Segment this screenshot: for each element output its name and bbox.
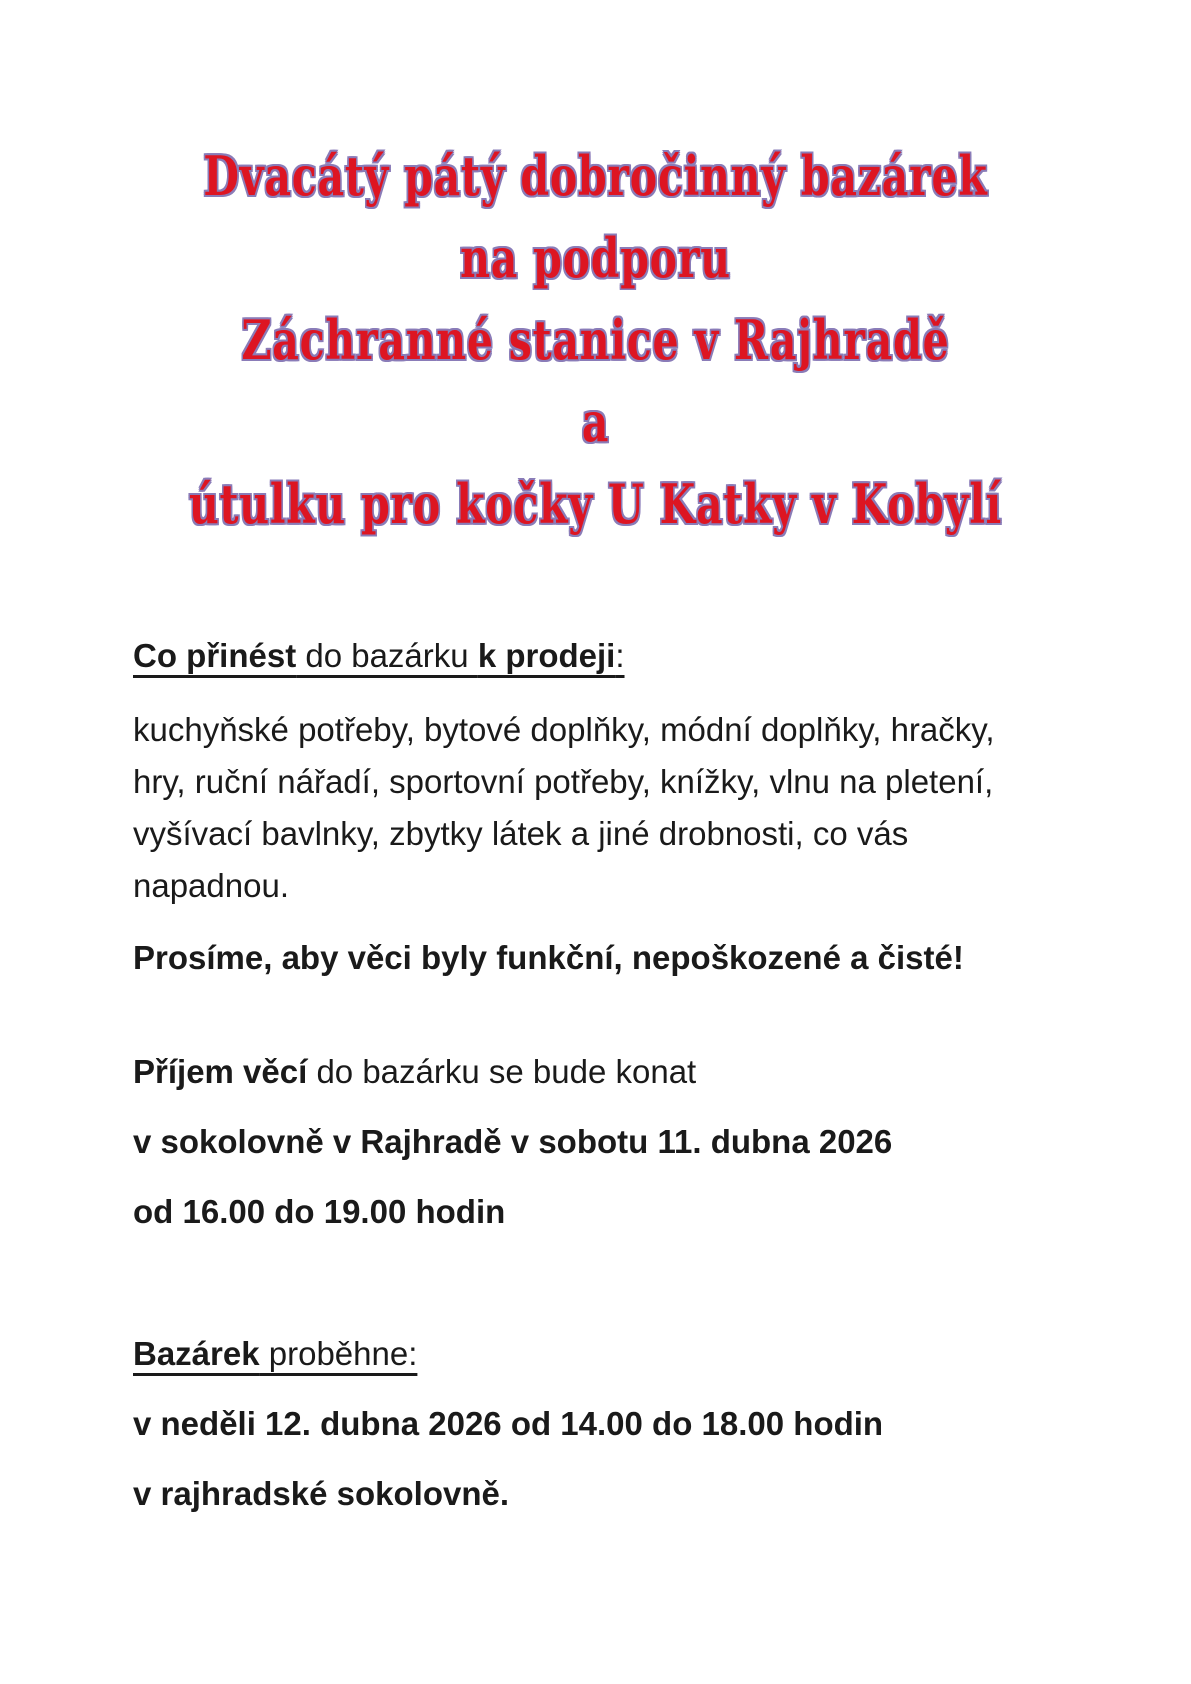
bring-heading-bold-2: k prodeji bbox=[477, 637, 616, 674]
bring-heading-regular: do bazárku bbox=[296, 637, 478, 674]
intake-lead bbox=[133, 1046, 1051, 1098]
event-heading-bold: Bazárek bbox=[133, 1335, 260, 1372]
intake-time: od 16.00 do 19.00 hodin bbox=[133, 1193, 506, 1230]
event-heading-regular: proběhne: bbox=[259, 1335, 418, 1372]
poster-title bbox=[0, 0, 1191, 545]
intake-venue-date: v sokolovně v Rajhradě v sobotu 11. dubna 2026 bbox=[133, 1123, 893, 1160]
title-line-3: Záchranné stanice v Rajhradě bbox=[241, 308, 950, 372]
items-line-3: vyšívací bavlnky, zbytky látek a jiné drobnosti, co vás bbox=[133, 815, 909, 852]
event-heading bbox=[133, 1328, 1051, 1380]
items-line-2: hry, ruční nářadí, sportovní potřeby, knížky, vlnu na pletení, bbox=[133, 763, 994, 800]
items-line-1: kuchyňské potřeby, bytové doplňky, módní doplňky, hračky, bbox=[133, 711, 995, 748]
title-line-4: a bbox=[581, 390, 610, 454]
items-paragraph bbox=[133, 704, 1051, 912]
document-body bbox=[0, 630, 1191, 1520]
quality-note: Prosíme, aby věci byly funkční, nepoškozené a čisté! bbox=[133, 939, 964, 976]
items-line-4: napadnou. bbox=[133, 867, 289, 904]
bring-heading-colon: : bbox=[615, 637, 625, 674]
event-date-time: v neděli 12. dubna 2026 od 14.00 do 18.00 hodin bbox=[133, 1405, 884, 1442]
intake-lead-regular: do bazárku se bude konat bbox=[307, 1053, 697, 1090]
title-line-5: útulku pro kočky U Katky v Kobylí bbox=[188, 472, 1003, 536]
title-line-1: Dvacátý pátý dobročinný bazárek bbox=[203, 144, 988, 208]
event-venue: v rajhradské sokolovně. bbox=[133, 1475, 510, 1512]
bring-heading bbox=[133, 630, 1051, 682]
title-line-2: na podporu bbox=[460, 226, 731, 290]
bring-heading-bold-1: Co přinést bbox=[133, 637, 297, 674]
intake-lead-bold: Příjem věcí bbox=[133, 1053, 308, 1090]
